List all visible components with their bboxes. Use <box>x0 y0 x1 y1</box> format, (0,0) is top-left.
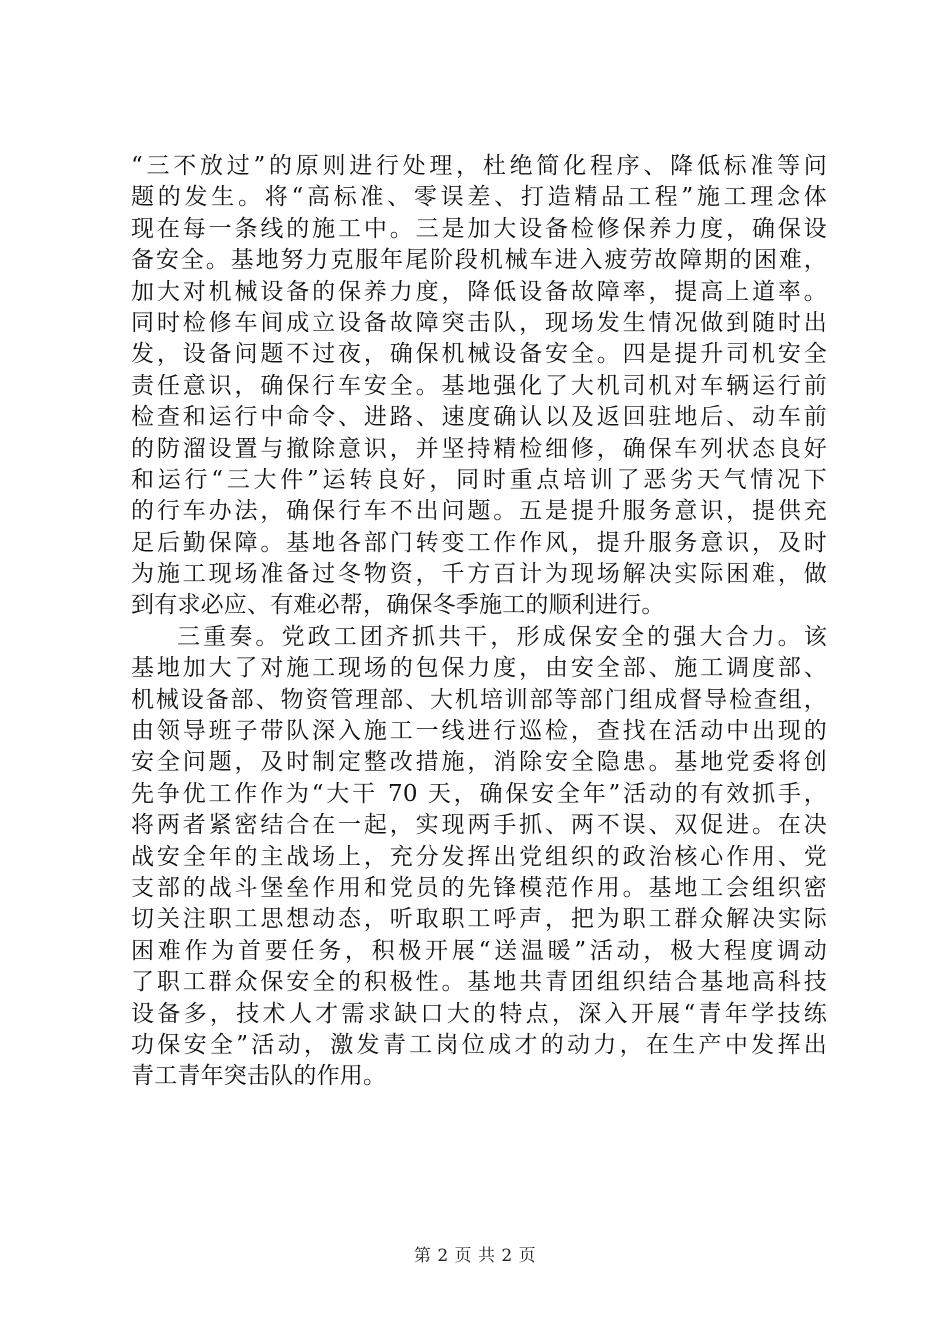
text-line: 和运行“三大件”运转良好，同时重点培训了恶劣天气情况下 <box>131 466 827 493</box>
text-line: 战安全年的主战场上，充分发挥出党组织的政治核心作用、党 <box>131 843 827 870</box>
text-line: 机械设备部、物资管理部、大机培训部等部门组成督导检查组， <box>131 686 827 713</box>
text-line: 发，设备问题不过夜，确保机械设备安全。四是提升司机安全 <box>131 341 827 368</box>
text-line: 检查和运行中命令、进路、速度确认以及返回驻地后、动车前 <box>131 404 827 431</box>
text-line: 先争优工作作为“大干 70 天，确保安全年”活动的有效抓手， <box>131 780 827 807</box>
text-line: 由领导班子带队深入施工一线进行巡检，查找在活动中出现的 <box>131 718 827 745</box>
text-line: 到有求必应、有难必帮，确保冬季施工的顺利进行。 <box>131 592 665 619</box>
text-line: “三不放过”的原则进行处理，杜绝简化程序、降低标准等问 <box>131 153 827 179</box>
paragraph-1 <box>131 151 827 622</box>
text-line: 同时检修车间成立设备故障突击队，现场发生情况做到随时出 <box>131 309 827 336</box>
text-line: 的防溜设置与撤除意识，并坚持精检细修，确保车列状态良好 <box>131 435 827 462</box>
page-number-footer: 第 2 页 共 2 页 <box>413 1246 537 1266</box>
text-line: 困难作为首要任务，积极开展“送温暖”活动，极大程度调动 <box>131 937 827 964</box>
document-body <box>131 151 827 1093</box>
text-line: 责任意识，确保行车安全。基地强化了大机司机对车辆运行前 <box>131 372 827 399</box>
text-line: 安全问题，及时制定整改措施，消除安全隐患。基地党委将创 <box>131 749 827 776</box>
paragraph-2 <box>131 622 827 1093</box>
text-line: 加大对机械设备的保养力度，降低设备故障率，提高上道率。 <box>131 278 827 305</box>
text-line: 设备多，技术人才需求缺口大的特点，深入开展“青年学技练 <box>131 1000 827 1027</box>
text-line: 题的发生。将“高标准、零误差、打造精品工程”施工理念体 <box>131 184 827 211</box>
text-line: 足后勤保障。基地各部门转变工作作风，提升服务意识，及时 <box>131 529 827 556</box>
text-line: 备安全。基地努力克服年尾阶段机械车进入疲劳故障期的困难， <box>131 247 827 274</box>
text-line: 现在每一条线的施工中。三是加大设备检修保养力度，确保设 <box>131 215 827 242</box>
text-line: 切关注职工思想动态，听取职工呼声，把为职工群众解决实际 <box>131 906 827 933</box>
text-line: 三重奏。党政工团齐抓共干，形成保安全的强大合力。该 <box>177 623 827 650</box>
text-line: 了职工群众保安全的积极性。基地共青团组织结合基地高科技 <box>131 969 827 996</box>
text-line: 功保安全”活动，激发青工岗位成才的动力，在生产中发挥出 <box>131 1031 827 1058</box>
text-line: 将两者紧密结合在一起，实现两手抓、两不误、双促进。在决 <box>131 812 827 839</box>
text-line: 青工青年突击队的作用。 <box>131 1063 387 1090</box>
text-line: 为施工现场准备过冬物资，千方百计为现场解决实际困难，做 <box>131 561 827 588</box>
text-line: 的行车办法，确保行车不出问题。五是提升服务意识，提供充 <box>131 498 827 525</box>
text-line: 支部的战斗堡垒作用和党员的先锋模范作用。基地工会组织密 <box>131 874 827 901</box>
text-line: 基地加大了对施工现场的包保力度，由安全部、施工调度部、 <box>131 655 827 682</box>
